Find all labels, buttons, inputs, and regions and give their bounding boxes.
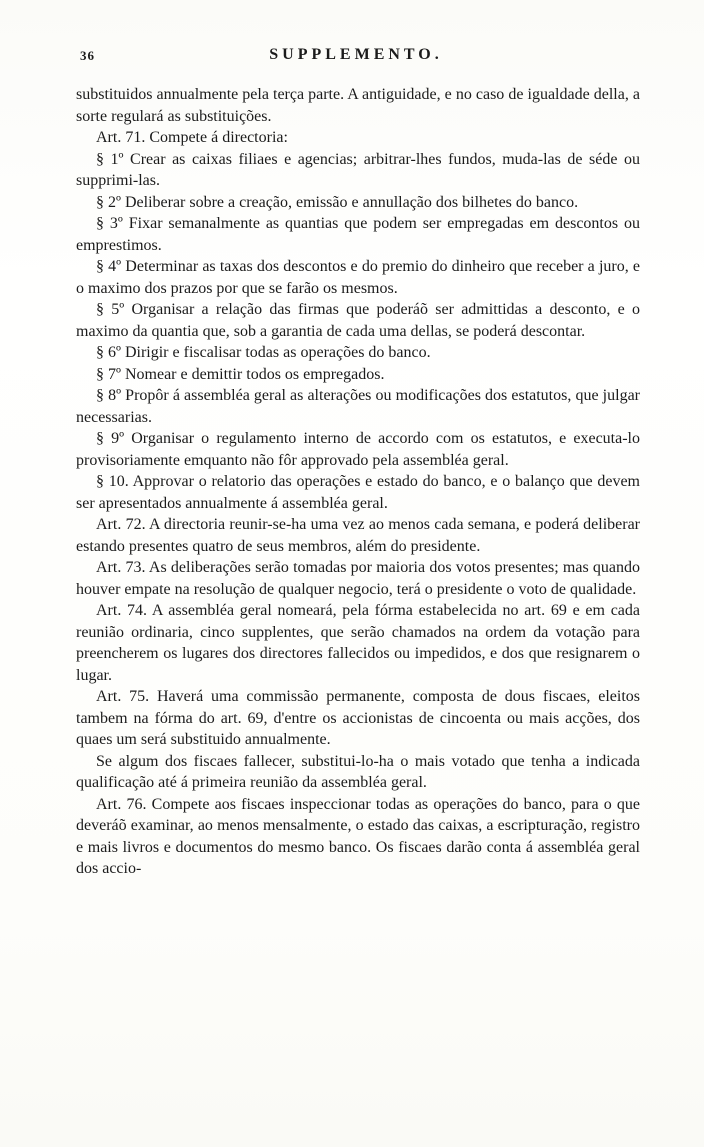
paragraph: Art. 73. As deliberações serão tomadas por maioria dos votos presentes; mas quando houver empate na resolução de qualquer negocio, terá o presidente o voto de qualidade. — [76, 559, 640, 598]
paragraph: Art. 75. Haverá uma commissão permanente, composta de dous fiscaes, eleitos tambem na fórma do art. 69, d'entre os accionistas de cincoenta ou mais acções, dos quaes um será substituido annualmente. — [76, 688, 640, 748]
paragraph: § 4º Determinar as taxas dos descontos e do premio do dinheiro que receber a juro, e o maximo dos prazos por que se farão os mesmos. — [76, 258, 640, 297]
page-header — [0, 46, 704, 76]
paragraph: Se algum dos fiscaes fallecer, substitui-lo-ha o mais votado que tenha a indicada qualificação até á primeira reunião da assembléa geral. — [76, 752, 640, 791]
document-body — [76, 84, 640, 880]
paragraph: Art. 71. Compete á directoria: — [96, 129, 288, 146]
paragraph: § 10. Approvar o relatorio das operações e estado do banco, e o balanço que devem ser apresentados annualmente á assembléa geral. — [76, 473, 640, 512]
paragraph: § 7º Nomear e demittir todos os empregados. — [96, 365, 385, 383]
paragraph: § 3º Fixar semanalmente as quantias que podem ser empregadas em descontos ou emprestimos. — [76, 215, 640, 254]
paragraph: Art. 76. Compete aos fiscaes inspeccionar todas as operações do banco, para o que deveráõ examinar, ao menos mensalmente, o estado das caixas, a escripturação, registro e mais livros e documentos do mesmo banco. Os fiscaes darão conta á assembléa geral dos accio- — [76, 795, 640, 877]
paragraph: § 2º Deliberar sobre a creação, emissão e annullação dos bilhetes do banco. — [96, 193, 579, 211]
paragraph: Art. 74. A assembléa geral nomeará, pela fórma estabelecida no art. 69 e em cada reunião ordinaria, cinco supplentes, que serão chamados na ordem da votação para preencherem os lugares dos directores fallecidos ou impedidos, e dos que resignarem o lugar. — [76, 602, 640, 684]
paragraph: § 1º Crear as caixas filiaes e agencias; arbitrar-lhes fundos, muda-las de séde ou supprimi-las. — [76, 150, 640, 189]
page-title: SUPPLEMENTO. — [269, 46, 443, 63]
paragraph: § 9º Organisar o regulamento interno de accordo com os estatutos, e executa-lo provisoriamente emquanto não fôr approvado pela assembléa geral. — [76, 430, 640, 469]
page-number: 36 — [80, 48, 95, 63]
paragraph: substituidos annualmente pela terça parte. A antiguidade, e no caso de igualdade della, a sorte regulará as substituições. — [76, 86, 640, 125]
paragraph: § 6º Dirigir e fiscalisar todas as operações do banco. — [96, 344, 431, 361]
paragraph: Art. 72. A directoria reunir-se-ha uma vez ao menos cada semana, e poderá deliberar estando presentes quatro de seus membros, além do presidente. — [76, 516, 640, 555]
paragraph: § 5º Organisar a relação das firmas que poderáõ ser admittidas a desconto, e o maximo da quantia que, sob a garantia de cada uma dellas, se poderá descontar. — [76, 301, 640, 340]
paragraph: § 8º Propôr á assembléa geral as alterações ou modificações dos estatutos, que julgar necessarias. — [76, 387, 640, 426]
